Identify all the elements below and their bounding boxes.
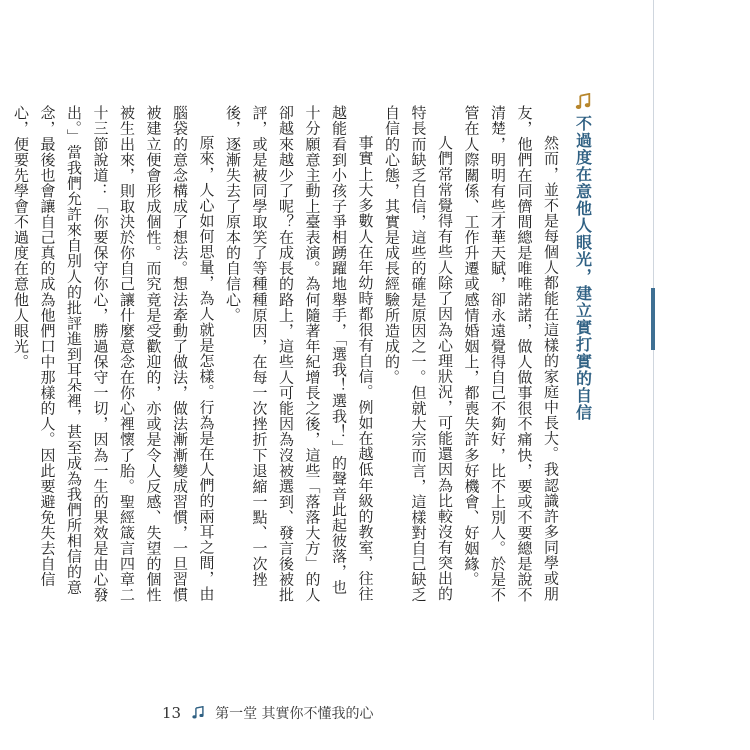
body-text <box>12 105 564 605</box>
chapter-title: 第一堂 其實你不懂我的心 <box>215 706 374 722</box>
chapter-edge-tab <box>651 288 655 350</box>
music-note-icon <box>574 93 592 111</box>
paragraph: 人們常常覺得有些人除了因為心理狀況，可能還因為比較沒有突出的特長而缺乏自信，這些的確是原因之一。但就大宗而言，這樣對自己缺乏自信的心態，其實是成長經驗所造成的。 <box>383 105 454 603</box>
paragraph: 原來，人心如何思量，為人就是怎樣。行為是在人們的兩耳之間，由腦袋的意念構成了想法。想法牽動了做法，做法漸漸變成習慣，一旦習慣被建立便會形成個性。而究竟是受歡迎的，亦或是令人反感、失望的個性被生出來，則取決於你自己讓什麼意念在你心裡懷了胎。聖經箴言四章二十三節說道：「你要保守你心，勝過保守一切，因為一生的果效是由心發出。」當我們允許來自別人的批評進到耳朵裡，甚至成為我們所相信的意念，最後也會讓自己真的成為他們口中那樣的人。因此要避免失去自信心，便要先學會不過度在意他人眼光。 <box>12 105 216 603</box>
paragraph: 事實上大多數人在年幼時都很有自信。例如在越低年級的教室，往往越能看到小孩子爭相踴躍地舉手，「選我！選我！」的聲音此起彼落，也十分願意主動上臺表演。為何隨著年紀增長之後，這些「落落大方」的人卻越來越少了呢？在成長的路上，這些人可能因為沒被選到、發言後被批評，或是被同學取笑了等種種原因，在每一次挫折下退縮一點、一次挫後，逐漸失去了原本的自信心。 <box>224 105 375 603</box>
page-number: 13 <box>162 704 182 722</box>
paragraph: 然而，並不是每個人都能在這樣的家庭中長大。我認識許多同學或朋友，他們在同儕間總是唯唯諾諾，做人做事很不痛快，要或不要總是說不清楚，明明有些才華天賦，卻永遠覺得自己不夠好，比不上別人。於是不管在人際關係、工作升遷或感情婚姻上，都喪失許多好機會、好姻緣。 <box>462 105 560 603</box>
page-footer <box>162 700 374 726</box>
section-heading <box>570 93 596 421</box>
page-edge-line <box>653 0 654 720</box>
music-note-icon <box>191 706 205 720</box>
section-title: 不過度在意他人眼光，建立實打實的自信 <box>573 115 593 421</box>
